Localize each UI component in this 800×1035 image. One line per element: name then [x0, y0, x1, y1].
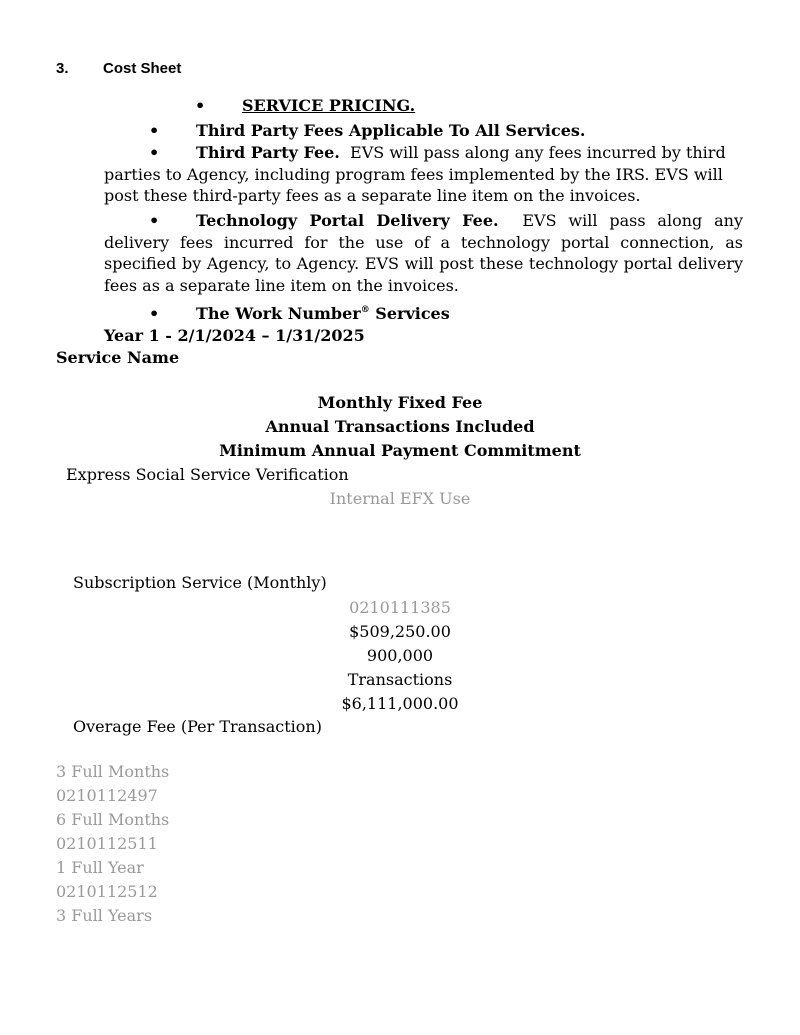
term-item: 0210112512 [56, 882, 158, 901]
internal-use-label: Internal EFX Use [329, 489, 471, 508]
express-service-name: Express Social Service Verification [66, 465, 349, 484]
work-number-pre: The Work Number [196, 304, 361, 323]
work-number-post: Services [369, 304, 450, 323]
bullet-third-party-fee: • [149, 143, 160, 162]
term-item: 3 Full Years [56, 906, 153, 925]
third-party-fee-label: Third Party Fee. [196, 143, 340, 162]
minimum-commitment-value: $6,111,000.00 [341, 694, 459, 713]
third-party-applicable-heading: Third Party Fees Applicable To All Services. [196, 121, 586, 140]
work-number-heading [196, 303, 450, 325]
tech-portal-fee-text: EVS will pass along any delivery fees incurred for the use of a technology portal connection, as specified by Agency, to Agency. EVS will post these technology portal delivery fees as a separate line item on the invoices. [104, 211, 744, 295]
bullet-tech-portal-fee: • [149, 211, 160, 230]
monthly-fee-value: $509,250.00 [349, 622, 451, 641]
subscription-service-name: Subscription Service (Monthly) [73, 573, 327, 592]
bullet-third-party-applicable: • [149, 121, 160, 140]
term-item: 6 Full Months [56, 810, 170, 829]
third-party-fee-text: EVS will pass along any fees incurred by third parties to Agency, including program fees implemented by the IRS. EVS will post these third-party fees as a separate line item on the invoices. [104, 143, 726, 205]
tech-portal-fee-label: Technology Portal Delivery Fee. [196, 211, 499, 230]
term-item: 1 Full Year [56, 858, 144, 877]
registered-mark: ® [360, 305, 370, 315]
year-label: Year 1 - 2/1/2024 – 1/31/2025 [104, 326, 365, 345]
term-item: 0210112511 [56, 834, 158, 853]
term-item: 0210112497 [56, 786, 158, 805]
section-title: Cost Sheet [103, 60, 182, 77]
service-name-header: Service Name [56, 348, 180, 367]
section-number: 3. [56, 60, 69, 77]
transactions-count: 900,000 [366, 646, 434, 665]
overage-fee-label: Overage Fee (Per Transaction) [73, 717, 322, 736]
transactions-label: Transactions [347, 670, 453, 689]
monthly-fixed-fee-header: Monthly Fixed Fee [317, 393, 483, 412]
tech-portal-fee-paragraph [104, 210, 743, 296]
annual-transactions-header: Annual Transactions Included [265, 417, 535, 436]
service-pricing-heading: SERVICE PRICING. [242, 96, 416, 115]
minimum-commitment-header: Minimum Annual Payment Commitment [219, 441, 581, 460]
third-party-fee-paragraph [104, 142, 743, 207]
subscription-code: 0210111385 [349, 598, 451, 617]
bullet-service-pricing: • [195, 96, 206, 115]
term-item: 3 Full Months [56, 762, 170, 781]
bullet-work-number: • [149, 304, 160, 323]
